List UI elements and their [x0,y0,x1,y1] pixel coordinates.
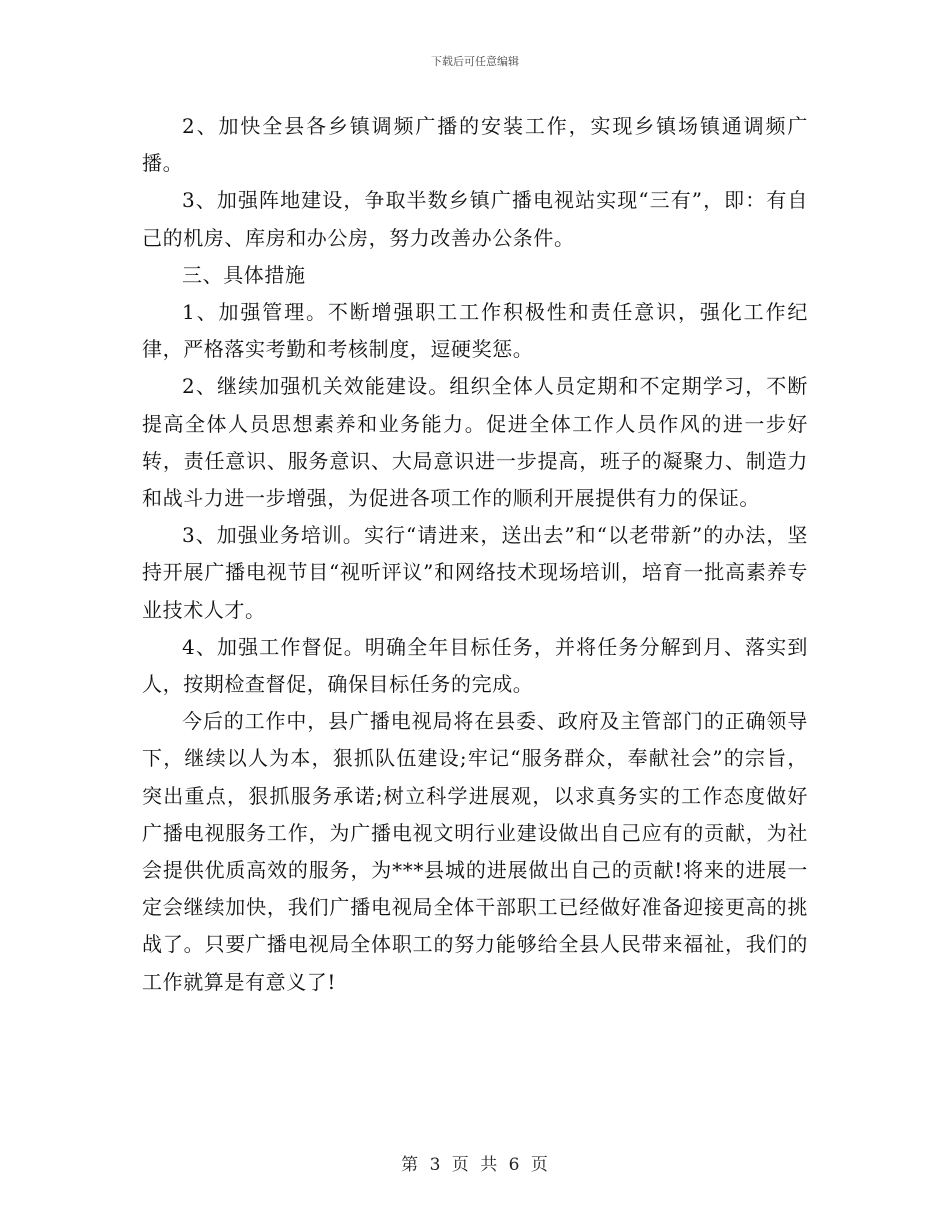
section-heading-measures: 三、具体措施 [182,262,306,287]
page-header: 下载后可任意编辑 [431,55,519,68]
paragraph-goal-2: 2、加快全县各乡镇调频广播的安装工作，实现乡镇场镇通调频广播。 [142,114,808,176]
document-body [142,108,808,1001]
paragraph-goal-3: 3、加强阵地建设，争取半数乡镇广播电视站实现“三有”，即：有自己的机房、库房和办公房，努力改善办公条件。 [142,188,808,250]
paragraph-measure-2: 2、继续加强机关效能建设。组织全体人员定期和不定期学习，不断提高全体人员思想素养和业务能力。促进全体工作人员作风的进一步好转，责任意识、服务意识、大局意识进一步提高，班子的凝聚力、制造力和战斗力进一步增强，为促进各项工作的顺利开展提供有力的保证。 [142,374,808,511]
page-footer: 第 3 页 共 6 页 [401,1155,549,1175]
paragraph-measure-4: 4、加强工作督促。明确全年目标任务，并将任务分解到月、落实到人，按期检查督促，确保目标任务的完成。 [142,634,808,697]
paragraph-conclusion: 今后的工作中，县广播电视局将在县委、政府及主管部门的正确领导下，继续以人为本，狠抓队伍建设;牢记“服务群众，奉献社会”的宗旨，突出重点，狠抓服务承诺;树立科学进展观，以求真务实的工作态度做好广播电视服务工作，为广播电视文明行业建设做出自己应有的贡献，为社会提供优质高效的服务，为***县城的进展做出自己的贡献!将来的进展一定会继续加快，我们广播电视局全体干部职工已经做好准备迎接更高的挑战了。只要广播电视局全体职工的努力能够给全县人民带来福祉，我们的工作就算是有意义了! [142,709,808,994]
paragraph-measure-1: 1、加强管理。不断增强职工工作积极性和责任意识，强化工作纪律，严格落实考勤和考核制度，逗硬奖惩。 [142,300,808,362]
paragraph-measure-3: 3、加强业务培训。实行“请进来，送出去”和“以老带新”的办法，坚持开展广播电视节目“视听评议”和网络技术现场培训，培育一批高素养专业技术人才。 [142,523,808,622]
